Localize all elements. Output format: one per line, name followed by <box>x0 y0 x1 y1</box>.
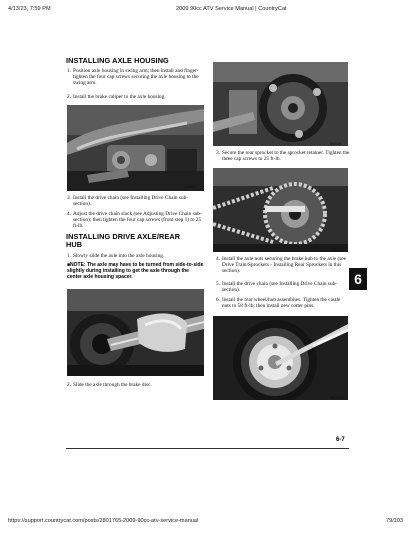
print-page-counter: 79/103 <box>386 518 404 524</box>
step-number: 4. <box>216 256 220 262</box>
photo-wheel-hub-torque-image <box>213 316 348 400</box>
step-number: 3. <box>67 195 71 201</box>
photo-axle-housing-caliper-image <box>67 105 204 191</box>
page-number: 6-7 <box>336 437 345 443</box>
step-1-slide-axle <box>67 253 205 259</box>
step-number: 5. <box>216 281 220 287</box>
photo-drive-chain-sprocket-image <box>213 168 348 252</box>
section-title-installing-axle-housing: INSTALLING AXLE HOUSING <box>66 56 169 65</box>
step-text: Install the drive chain (see Installing Drive Chain sub-section). <box>73 195 189 208</box>
photo-axle-housing-caliper <box>67 105 204 191</box>
step-number: 2. <box>67 382 71 388</box>
step-4-adjust-chain-slack <box>67 211 205 230</box>
step-number: 2. <box>67 94 71 100</box>
step-number: 1. <box>67 253 71 259</box>
step-text: Slide the axle through the brake disc. <box>73 382 152 388</box>
step-text: Position axle housing in swing arm; then install and finger-tighten the four cap screws securing the axle housing to the swing arm. <box>73 68 199 87</box>
photo-axle-into-housing-image <box>67 289 204 376</box>
section-title-line-1: INSTALLING DRIVE AXLE/REAR <box>66 232 181 241</box>
step-5-install-drive-chain <box>216 281 350 293</box>
print-page-title: 2009 90cc ATV Service Manual | CountryCat <box>176 6 287 12</box>
photo-code-km697: KM697 <box>185 185 197 189</box>
photo-rear-sprocket-image <box>213 62 348 146</box>
step-number: 6. <box>216 297 220 303</box>
photo-rear-sprocket <box>213 62 348 146</box>
step-2-install-brake-caliper <box>67 94 205 100</box>
photo-code-md2074: MD2074 <box>185 370 199 374</box>
photo-code-md2004: MD2004 <box>330 396 344 400</box>
chapter-tab: 6 <box>349 268 367 290</box>
step-3-secure-rear-sprocket <box>216 150 350 162</box>
step-text: Slowly slide the axle into the axle housing. <box>73 253 165 259</box>
step-text: Install the axle nuts securing the brake hub to the axle (see Drive Train/Sprockets - Installing Rear Sprockets in this section). <box>222 256 346 275</box>
photo-code-yt167a: YT167A <box>330 249 343 253</box>
section-title-line-2: HUB <box>66 240 83 250</box>
step-text: Install the drive chain (see Installing Drive Chain sub-section). <box>222 281 338 294</box>
footer-rule <box>66 448 349 449</box>
step-text: Adjust the drive chain slack (see Adjusting Drive Chain sub-section); then tighten the four cap screws (from step 1) to 25 ft-lb. <box>73 211 202 230</box>
print-datetime: 4/13/23, 7:59 PM <box>8 6 51 12</box>
step-4-install-axle-nuts <box>216 256 350 275</box>
photo-drive-chain-sprocket <box>213 168 348 252</box>
section-title-installing-drive-axle-rear-hub <box>66 233 180 250</box>
step-1-position-axle-housing <box>67 68 205 87</box>
photo-code-km236: KM236 <box>330 142 342 146</box>
step-number: 3. <box>216 150 220 156</box>
step-text: Secure the rear sprocket to the sprocket retainer. Tighten the three cap screws to 25 ft-lb. <box>222 150 350 163</box>
step-2-slide-axle-through-brake-disc <box>67 382 205 388</box>
step-6-install-rear-wheels <box>216 297 350 309</box>
step-number: 1. <box>67 68 71 74</box>
step-number: 4. <box>67 211 71 217</box>
step-3-install-drive-chain <box>67 195 205 207</box>
photo-wheel-hub-torque <box>213 316 348 400</box>
note-axle-turning: ■NOTE: The axle may have to be turned from side-to-side slightly during installing to get the axle through the center axle housing spacer. <box>67 262 204 281</box>
print-url: https://support.countrycat.com/posts/2801765-2009-90cc-atv-service-manual <box>8 518 199 524</box>
step-text: Install the rear wheel/hub assemblies. Tighten the castle nuts to 58 ft-lb; then install new cotter pins. <box>222 297 341 310</box>
step-text: Install the brake caliper to the axle housing. <box>73 94 166 100</box>
photo-axle-into-housing <box>67 289 204 376</box>
